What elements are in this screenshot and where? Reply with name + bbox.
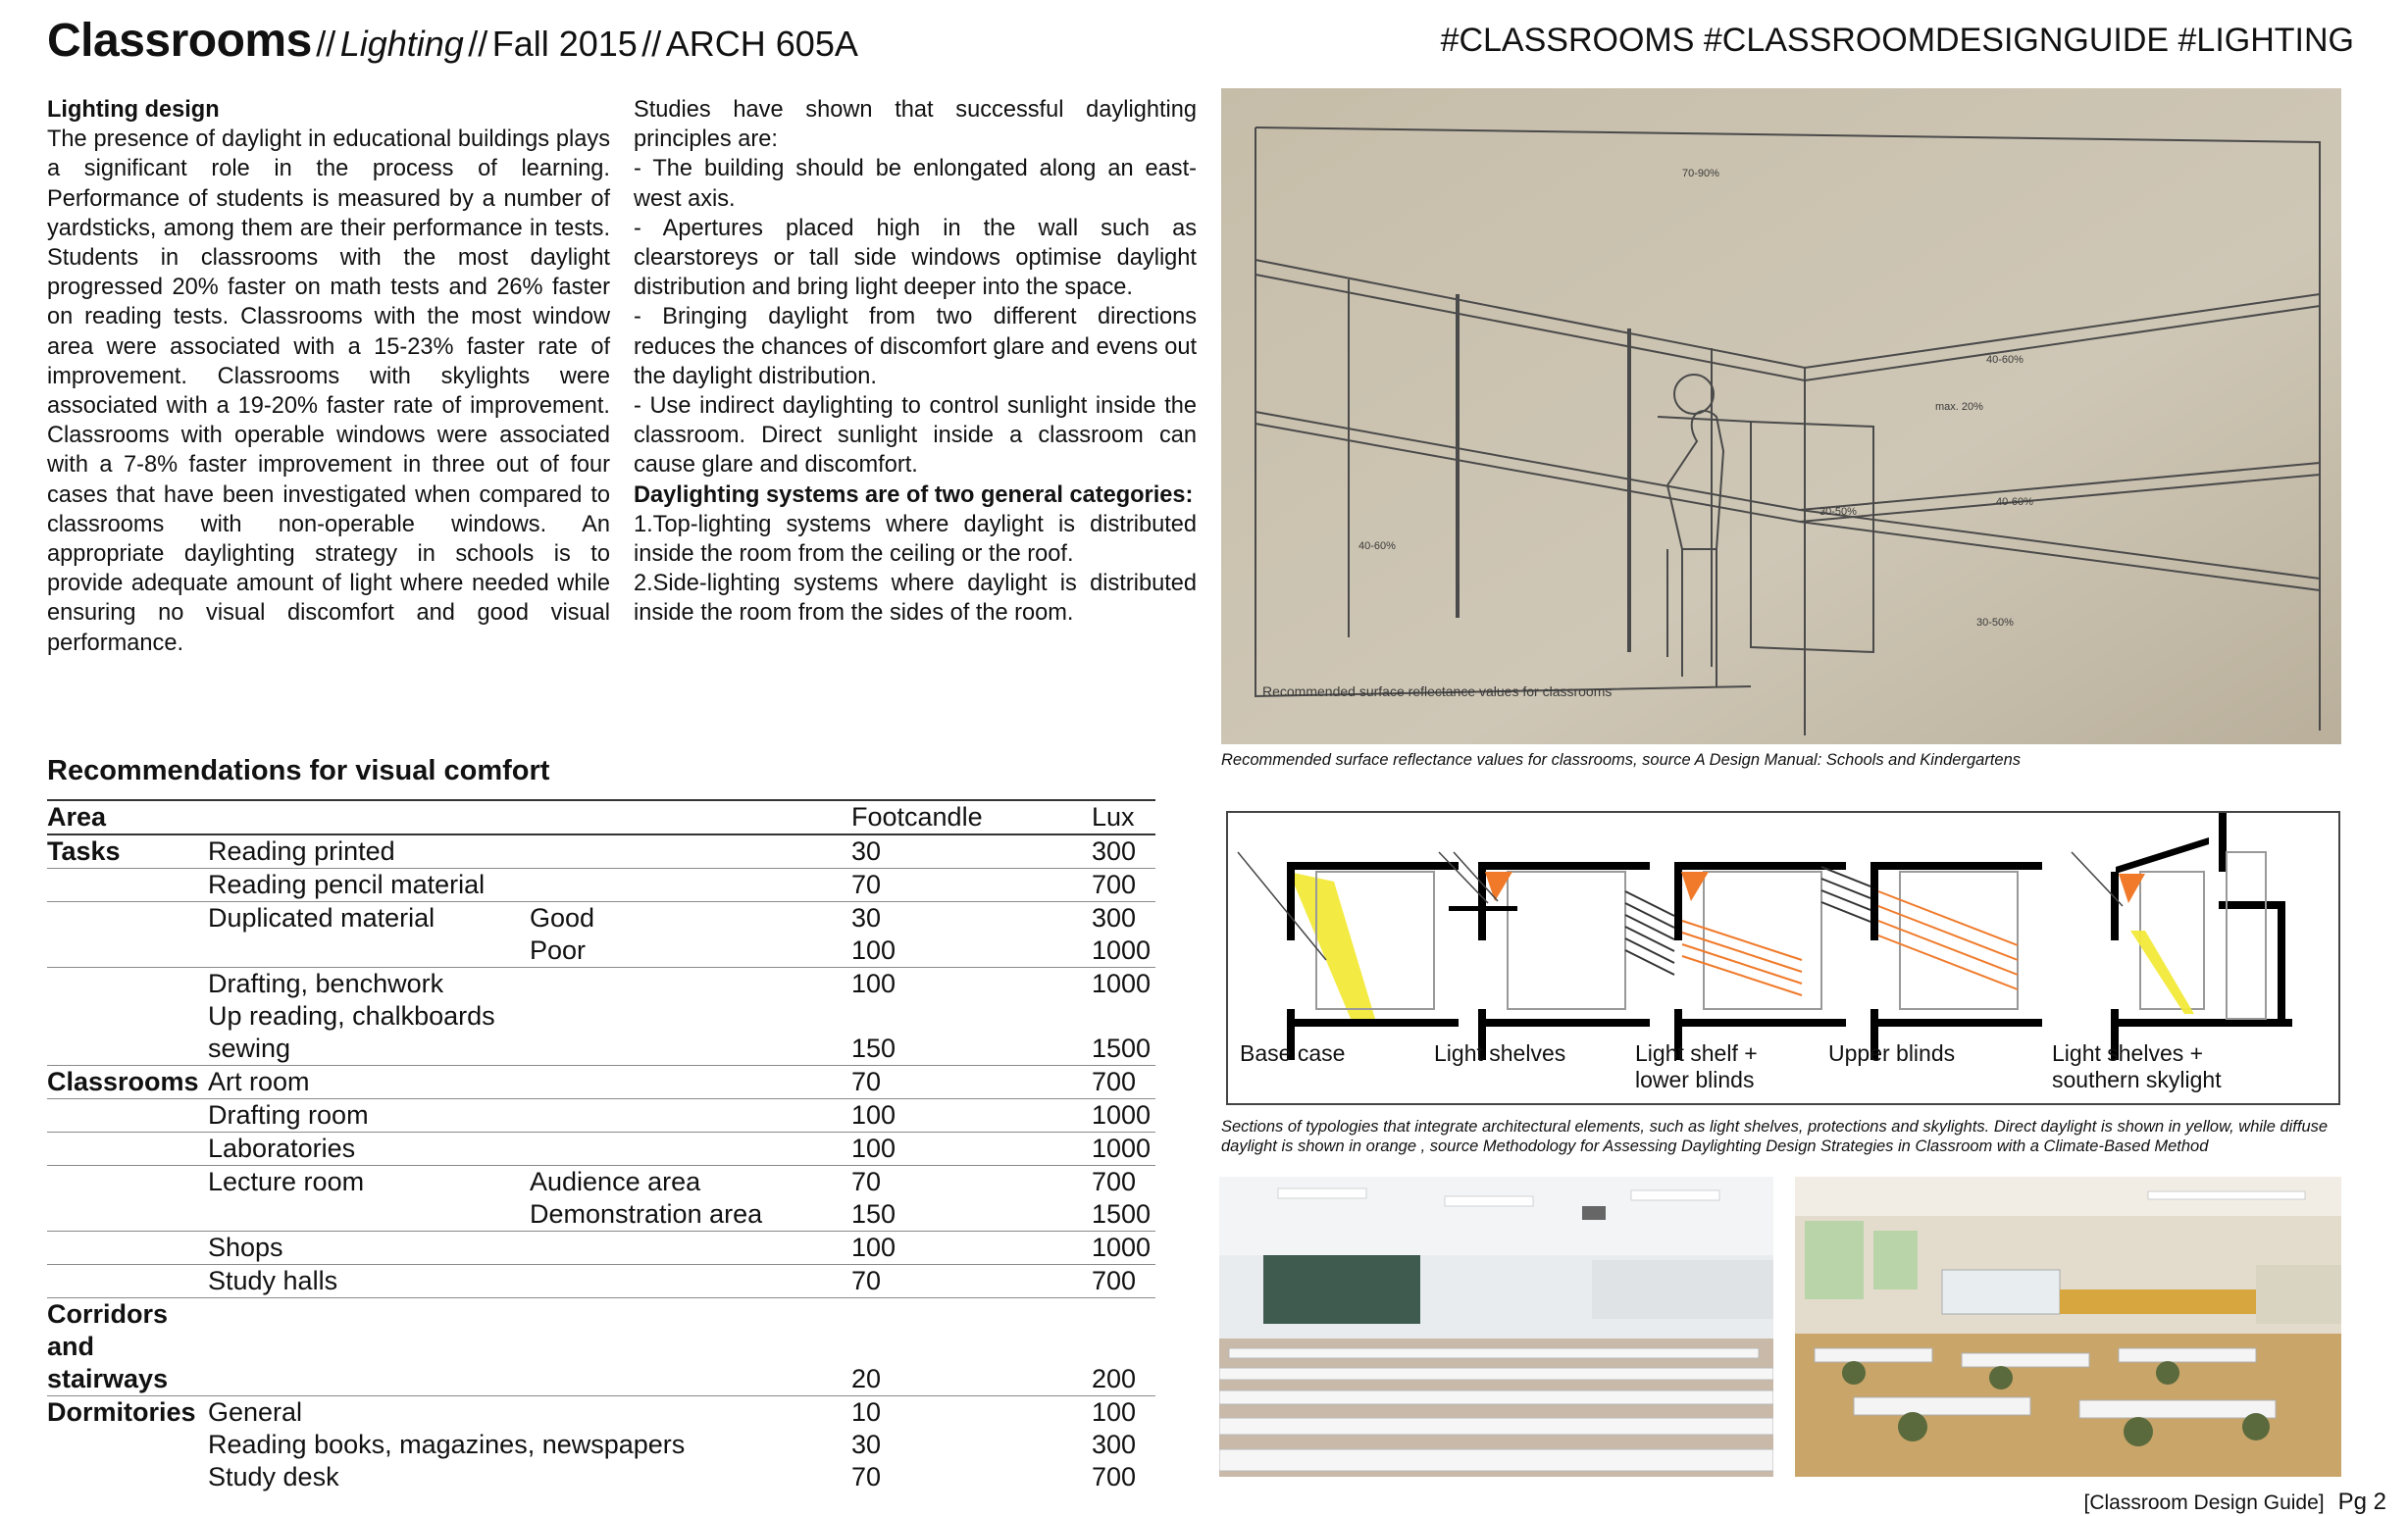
cell-area: stairways: [47, 1364, 169, 1393]
table-row: [47, 1099, 1155, 1133]
daylighting-principles-column: [634, 95, 1197, 629]
cell-lux: 700: [1092, 1067, 1137, 1096]
table-row: [47, 935, 1155, 968]
table-body: [47, 835, 1155, 1493]
cell-footcandle: 70: [851, 1167, 882, 1196]
reflectance-label-wall-lower: 40-60%: [1996, 496, 2033, 508]
table-row: [47, 1066, 1155, 1099]
recommendations-table: [47, 799, 1155, 1493]
column-header-area: Area: [47, 802, 107, 832]
section-label-upper-blinds: Upper blinds: [1828, 1040, 1956, 1066]
cell-activity: Study desk: [208, 1462, 339, 1491]
cell-lux: 100: [1092, 1397, 1137, 1427]
table-row: [47, 1396, 1155, 1429]
principle-item: - Bringing daylight from two different directions reduces the chances of discomfort glare and evens out the daylight distribution.: [634, 304, 1197, 389]
page-title: [47, 12, 858, 81]
section-label-light-shelves-skylight: Light shelves + southern skylight: [2052, 1040, 2222, 1092]
cell-area: Tasks: [47, 836, 121, 866]
cell-lux: 1000: [1092, 969, 1152, 998]
page-number: Pg 2: [2337, 1489, 2386, 1515]
cell-footcandle: 70: [851, 1067, 882, 1096]
cell-footcandle: 30: [851, 903, 882, 933]
principle-item: - Use indirect daylighting to control sunlight inside the classroom. Direct sunlight inside a classroom can cause glare and discomfort.: [634, 393, 1197, 479]
cell-area: Classrooms: [47, 1067, 199, 1096]
title-course: ARCH 605A: [665, 24, 858, 64]
table-row: [47, 1166, 1155, 1198]
cell-lux: 1000: [1092, 935, 1152, 965]
cell-lux: 300: [1092, 1430, 1137, 1459]
cell-activity: Lecture room: [208, 1167, 365, 1196]
cell-activity: Duplicated material: [208, 903, 435, 933]
table-row: [47, 869, 1155, 902]
reflectance-sketch-drawing: [1221, 88, 2341, 744]
table-row: [47, 1232, 1155, 1265]
cell-lux: 300: [1092, 836, 1137, 866]
cell-lux: 700: [1092, 1167, 1137, 1196]
cell-activity: Reading printed: [208, 836, 395, 866]
table-row: [47, 1133, 1155, 1166]
cell-lux: 700: [1092, 1266, 1137, 1295]
cell-lux: 1000: [1092, 1100, 1152, 1130]
section-label-base-case: Base case: [1240, 1040, 1346, 1066]
cell-condition: Audience area: [530, 1167, 701, 1196]
cell-footcandle: 70: [851, 1266, 882, 1295]
systems-heading: Daylighting systems are of two general categories:: [634, 481, 1194, 508]
section-label-light-shelves: Light shelves: [1434, 1040, 1566, 1066]
principle-item: - Apertures placed high in the wall such as clearstoreys or tall side windows optimise daylight distribution and bring light deeper into the space.: [634, 215, 1197, 301]
footer: [2084, 1489, 2386, 1516]
section-light-shelf-lower-blinds: [1625, 862, 1846, 1060]
footer-guide-name: [Classroom Design Guide]: [2083, 1491, 2325, 1514]
cell-lux: 1500: [1092, 1199, 1152, 1229]
column-header-lux: Lux: [1092, 802, 1135, 832]
reflectance-label-left-wall: 40-60%: [1358, 540, 1396, 552]
table-row: [47, 1429, 1155, 1461]
cell-activity: Reading pencil material: [208, 870, 486, 899]
hashtags: #CLASSROOMS #CLASSROOMDESIGNGUIDE #LIGHTING: [1440, 22, 2354, 59]
cell-condition: Good: [530, 903, 595, 933]
cell-footcandle: 100: [851, 1233, 897, 1262]
cell-lux: 300: [1092, 903, 1137, 933]
table-header-row: [47, 799, 1155, 835]
cell-condition: Poor: [530, 935, 587, 965]
reflectance-caption: Recommended surface reflectance values for classrooms, source A Design Manual: Schools and Kindergartens: [1221, 751, 2022, 769]
daylighting-sections-figure: [1226, 811, 2340, 1105]
section-base-case: [1238, 852, 1459, 1060]
cell-activity: Shops: [208, 1233, 283, 1262]
cell-footcandle: 70: [851, 870, 882, 899]
reflectance-label-desk: 30-50%: [1819, 506, 1857, 518]
title-term: Fall 2015: [491, 24, 638, 64]
table-row: [47, 1363, 1155, 1396]
table-row: [47, 1331, 1155, 1363]
lighting-design-heading: Lighting design: [47, 97, 220, 123]
recommendations-heading: Recommendations for visual comfort: [47, 755, 550, 786]
reflectance-label-ceiling: 70-90%: [1682, 168, 1719, 179]
cell-footcandle: 150: [851, 1199, 897, 1229]
cell-activity: Up reading, chalkboards: [208, 1001, 495, 1031]
table-row: [47, 1198, 1155, 1232]
cell-footcandle: 10: [851, 1397, 882, 1427]
section-light-shelves: [1439, 852, 1650, 1060]
cell-footcandle: 20: [851, 1364, 882, 1393]
cell-footcandle: 70: [851, 1462, 882, 1491]
column-header-footcandle: Footcandle: [851, 802, 983, 832]
reflectance-sketch-photo: [1221, 88, 2341, 744]
cell-footcandle: 150: [851, 1034, 897, 1063]
cell-area: and: [47, 1332, 95, 1361]
section-light-shelves-skylight: [2072, 813, 2292, 1060]
lighting-design-column: [47, 95, 610, 658]
system-item: 1.Top-lighting systems where daylight is distributed inside the room from the ceiling or the roof.: [634, 511, 1197, 568]
cell-area: Dormitories: [47, 1397, 196, 1427]
cell-footcandle: 30: [851, 1430, 882, 1459]
table-row: [47, 835, 1155, 869]
reflectance-inner-caption: Recommended surface reflectance values for classrooms: [1262, 683, 1613, 699]
cell-condition: Demonstration area: [530, 1199, 763, 1229]
cell-activity: Art room: [208, 1067, 310, 1096]
cell-lux: 700: [1092, 1462, 1137, 1491]
cell-footcandle: 30: [851, 836, 882, 866]
table-row: [47, 1461, 1155, 1493]
cell-activity: Reading books, magazines, newspapers: [208, 1430, 686, 1459]
lecture-hall-photo: [1219, 1177, 1773, 1477]
reflectance-label-wall-max: max. 20%: [1935, 401, 1983, 413]
cell-lux: 1000: [1092, 1134, 1152, 1163]
cell-activity: sewing: [208, 1034, 291, 1063]
classroom-drawing: [1795, 1177, 2341, 1477]
reflectance-label-wall-upper: 40-60%: [1986, 354, 2024, 366]
principles-intro: Studies have shown that successful daylighting principles are:: [634, 97, 1197, 153]
table-row: [47, 1265, 1155, 1298]
diffuse-light-rays: [1682, 921, 1802, 995]
cell-activity: General: [208, 1397, 303, 1427]
lecture-hall-drawing: [1219, 1177, 1773, 1477]
cell-activity: Drafting, benchwork: [208, 969, 444, 998]
cell-footcandle: 100: [851, 1134, 897, 1163]
system-item: 2.Side-lighting systems where daylight is distributed inside the room from the sides of the room.: [634, 571, 1197, 627]
title-main: Classrooms: [47, 15, 312, 67]
cell-activity: Laboratories: [208, 1134, 356, 1163]
table-row: [47, 1033, 1155, 1066]
cell-lux: 700: [1092, 870, 1137, 899]
sections-caption: Sections of typologies that integrate architectural elements, such as light shelves, protections and skylights. Direct daylight is shown in yellow, while diffuse daylight is shown in orange , source Methodology for Assessing Daylighting Design Strategies in Classroom with a Climate-Based Method: [1221, 1118, 2329, 1155]
cell-footcandle: 100: [851, 969, 897, 998]
cell-area: Corridors: [47, 1299, 169, 1329]
cell-footcandle: 100: [851, 1100, 897, 1130]
cell-lux: 1000: [1092, 1233, 1152, 1262]
cell-lux: 200: [1092, 1364, 1137, 1393]
direct-light-beam: [1289, 872, 1375, 1019]
cell-footcandle: 100: [851, 935, 897, 965]
table-row: [47, 1000, 1155, 1033]
cell-activity: Drafting room: [208, 1100, 369, 1130]
title-separator: //: [641, 24, 662, 64]
cell-activity: Study halls: [208, 1266, 338, 1295]
table-row: [47, 902, 1155, 935]
title-topic: Lighting: [339, 24, 464, 64]
title-separator: //: [468, 24, 488, 64]
cell-lux: 1500: [1092, 1034, 1152, 1063]
section-upper-blinds: [1821, 862, 2042, 1060]
lighting-design-body: The presence of daylight in educational buildings plays a significant role in the process of learning. Performance of students is measured by a number of yardsticks, among them are their performance in tests. Students in classrooms with the most daylight progressed 20% faster on math tests and 26% faster on reading tests. Classrooms with the most window area were associated with a 15-23% faster rate of improvement. Classrooms with skylights were associated with a 19-20% faster rate of improvement. Classrooms with operable windows were associated with a 7-8% faster improvement in three out of four cases that have been investigated when compared to classrooms with non-operable windows. An appropriate daylighting strategy in schools is to provide adequate amount of light where needed while ensuring no visual discomfort and good visual performance.: [47, 126, 610, 656]
title-separator: //: [316, 24, 336, 64]
reflectance-label-floor: 30-50%: [1976, 617, 2014, 629]
principle-item: - The building should be enlongated along an east-west axis.: [634, 156, 1197, 212]
table-row: [47, 1298, 1155, 1331]
classroom-photo: [1795, 1177, 2341, 1477]
table-row: [47, 968, 1155, 1000]
section-label-light-shelf-lower-blinds: Light shelf + lower blinds: [1635, 1040, 1758, 1092]
